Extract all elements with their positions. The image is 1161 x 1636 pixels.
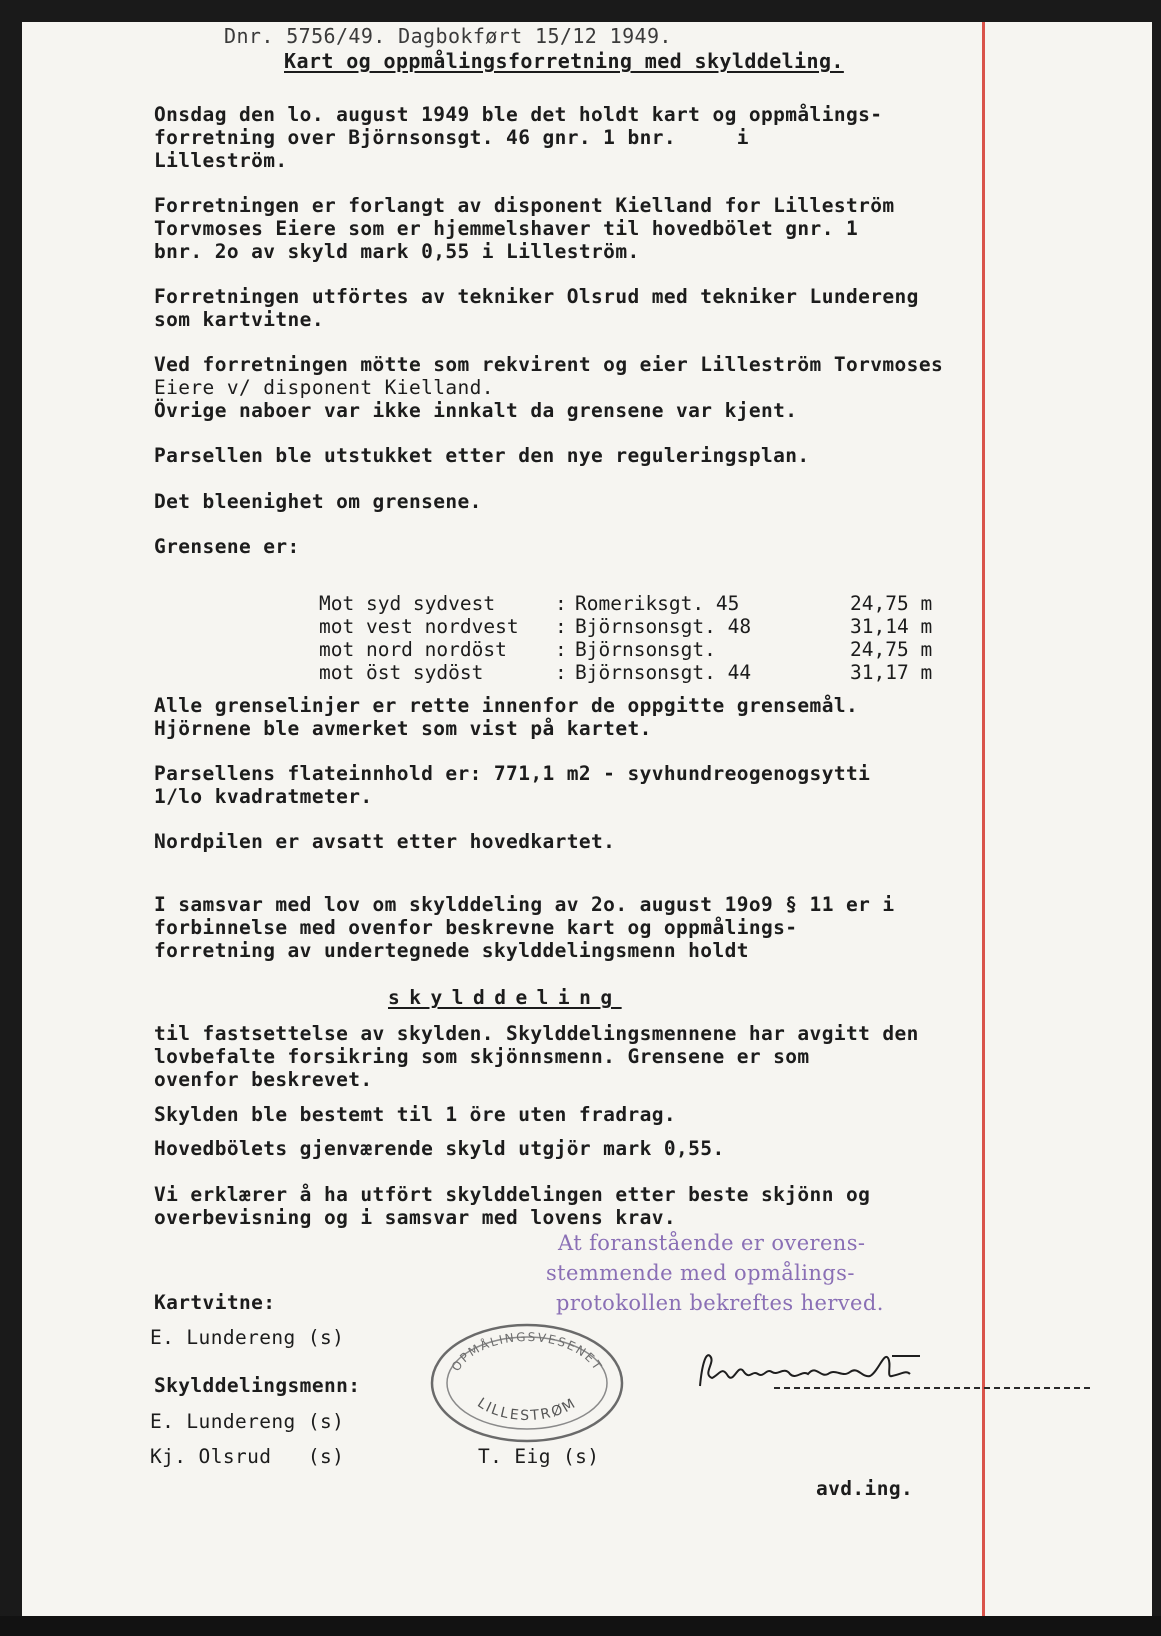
skylddeling-heading: skylddeling — [388, 986, 622, 1009]
document-title: Kart og oppmålingsforretning med skylddeling. — [284, 49, 844, 73]
boundary-direction: mot vest nordvest — [319, 615, 519, 638]
p2-line1: Forretningen er forlangt av disponent Kielland for Lilleström — [154, 194, 895, 217]
p11-line2: forbinnelse med ovenfor beskrevne kart og oppmålings- — [154, 916, 798, 939]
stamp-line2: stemmende med opmålings- — [546, 1261, 855, 1285]
p9-line2: 1/lo kvadratmeter. — [154, 785, 373, 808]
boundary-sep: : — [555, 638, 567, 661]
boundary-length: 24,75 m — [850, 638, 933, 661]
p2-line3: bnr. 2o av skyld mark 0,55 i Lilleström. — [154, 240, 640, 263]
p1-line1: Onsdag den lo. august 1949 ble det holdt kart og oppmålings- — [154, 103, 883, 126]
boundary-neighbor: Romeriksgt. 45 — [575, 592, 740, 615]
skylddelingsmann-1: E. Lundereng (s) — [150, 1410, 345, 1433]
boundary-direction: Mot syd sydvest — [319, 592, 496, 615]
boundary-neighbor: Björnsonsgt. — [575, 638, 716, 661]
p2-line2: Torvmoses Eiere som er hjemmelshaver til hovedbölet gnr. 1 — [154, 217, 859, 240]
kartvitne-label: Kartvitne: — [154, 1291, 276, 1314]
p15-line1: Vi erklærer å ha utfört skylddelingen etter beste skjönn og — [154, 1183, 871, 1206]
p13: Skylden ble bestemt til 1 öre uten fradrag. — [154, 1103, 677, 1126]
p1-line3: Lilleström. — [154, 149, 288, 172]
document-page — [22, 22, 1152, 1616]
red-margin-line — [982, 22, 985, 1616]
skylddelingsmenn-label: Skylddelingsmenn: — [154, 1374, 361, 1397]
boundary-sep: : — [555, 661, 567, 684]
p4-line3: Övrige naboer var ikke innkalt da grensene var kjent. — [154, 399, 798, 422]
p3-line1: Forretningen utförtes av tekniker Olsrud med tekniker Lundereng — [154, 285, 919, 308]
round-stamp-top-text: OPMÅLINGSVESENET — [448, 1329, 606, 1374]
boundary-direction: mot öst sydöst — [319, 661, 484, 684]
p12-line1: til fastsettelse av skylden. Skylddelingsmennene har avgitt den — [154, 1022, 919, 1045]
p9-line1: Parsellens flateinnhold er: 771,1 m2 - syvhundreogenogsytti — [154, 762, 871, 785]
boundary-neighbor: Björnsonsgt. 44 — [575, 661, 752, 684]
journal-number: Dnr. 5756/49. Dagbokført 15/12 1949. — [224, 24, 672, 48]
p12-line3: ovenfor beskrevet. — [154, 1068, 373, 1091]
stamp-line3: protokollen bekreftes herved. — [556, 1291, 884, 1315]
boundary-direction: mot nord nordöst — [319, 638, 507, 661]
p3-line2: som kartvitne. — [154, 308, 324, 331]
p11-line1: I samsvar med lov om skylddeling av 2o. august 19o9 § 11 er i — [154, 893, 895, 916]
boundary-length: 24,75 m — [850, 592, 933, 615]
p8-line1: Alle grenselinjer er rette innenfor de oppgitte grensemål. — [154, 694, 859, 717]
p4-line1: Ved forretningen mötte som rekvirent og eier Lilleström Torvmoses — [154, 353, 944, 376]
round-stamp — [427, 1319, 627, 1444]
p7: Grensene er: — [154, 535, 300, 558]
round-stamp-bottom-text: LILLESTRØM — [474, 1395, 580, 1424]
p15-line2: overbevisning og i samsvar med lovens krav. — [154, 1206, 677, 1229]
p6: Det bleenighet om grensene. — [154, 490, 482, 513]
skylddelingsmann-3: T. Eig (s) — [478, 1445, 600, 1468]
p5: Parsellen ble utstukket etter den nye reguleringsplan. — [154, 444, 810, 467]
p4-line2: Eiere v/ disponent Kielland. — [154, 376, 494, 399]
p12-line2: lovbefalte forsikring som skjönnsmenn. Grensene er som — [154, 1045, 810, 1068]
stamp-line1: At foranstående er overens- — [558, 1231, 866, 1255]
boundary-neighbor: Björnsonsgt. 48 — [575, 615, 752, 638]
skylddelingsmann-2: Kj. Olsrud (s) — [150, 1445, 345, 1468]
kartvitne-name: E. Lundereng (s) — [150, 1326, 345, 1349]
boundary-length: 31,17 m — [850, 661, 933, 684]
p8-line2: Hjörnene ble avmerket som vist på kartet. — [154, 717, 652, 740]
p10: Nordpilen er avsatt etter hovedkartet. — [154, 830, 616, 853]
p1-line2: forretning over Björnsonsgt. 46 gnr. 1 bnr. i — [154, 126, 749, 149]
scan-edge — [0, 1616, 1161, 1636]
signature-title: avd.ing. — [816, 1477, 914, 1500]
boundary-sep: : — [555, 592, 567, 615]
boundary-length: 31,14 m — [850, 615, 933, 638]
p14: Hovedbölets gjenværende skyld utgjör mark 0,55. — [154, 1137, 725, 1160]
signature-line — [774, 1387, 1090, 1389]
boundary-sep: : — [555, 615, 567, 638]
p11-line3: forretning av undertegnede skylddelingsmenn holdt — [154, 939, 749, 962]
